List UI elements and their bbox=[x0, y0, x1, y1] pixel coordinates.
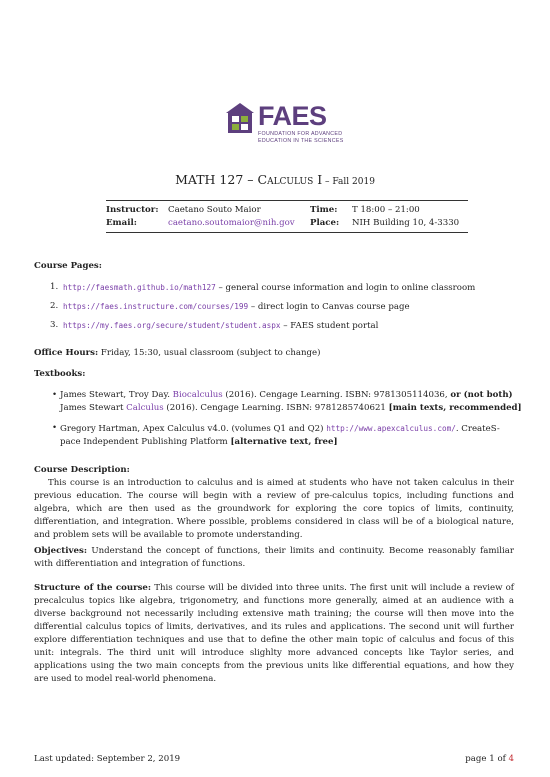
office-hours-label: Office Hours: bbox=[34, 348, 99, 358]
textbook-note: [alternative text, free] bbox=[230, 437, 338, 447]
bullet-icon: • bbox=[52, 423, 58, 433]
instructor-name: Caetano Souto Maior bbox=[168, 205, 261, 215]
course-term: – Fall 2019 bbox=[322, 177, 375, 187]
house-logo-icon bbox=[225, 102, 255, 134]
structure-label: Structure of the course: bbox=[34, 583, 152, 593]
course-info-table bbox=[106, 204, 468, 230]
info-bottom-rule bbox=[106, 232, 468, 233]
textbook-link[interactable]: Calculus bbox=[126, 403, 164, 413]
time-value: T 18:00 – 21:00 bbox=[352, 205, 420, 215]
info-top-rule bbox=[106, 200, 468, 201]
textbook-text: pace Independent Publishing Platform bbox=[60, 437, 231, 447]
description-heading bbox=[34, 464, 514, 477]
list-number: 1. bbox=[50, 282, 59, 292]
email-link[interactable]: caetano.soutomaior@nih.gov bbox=[168, 218, 295, 228]
page-number-text: page 1 of bbox=[465, 754, 509, 764]
office-hours bbox=[34, 347, 514, 360]
logo-tagline-1: FOUNDATION FOR ADVANCED bbox=[258, 131, 343, 137]
textbooks-heading-text: Textbooks: bbox=[34, 369, 86, 379]
course-page-desc: – FAES student portal bbox=[280, 321, 379, 331]
textbook-text: James Stewart bbox=[60, 403, 127, 413]
description-heading-text: Course Description: bbox=[34, 465, 130, 475]
list-number: 3. bbox=[50, 320, 59, 330]
structure-text: This course will be divided into three units. The first unit will include a review of precalculus topics like algebra, trigonometry, and functions more generally, aimed at an audience with a diverse background not necessarily including extensive math training; the course will then move into the differential calculus topics of limits, derivatives, and its rules and applications. The second unit will further explore differentiation techniques and use that to define the other main topic of calculus and focus of this unit: integrals. The third unit will introduce slighlty more advanced concepts like Taylor series, and applications using the two main concepts from the previous units like differential equations, and how they are used to model real-world phenomena. bbox=[34, 583, 514, 684]
page-number bbox=[465, 753, 514, 765]
textbook-text: Gregory Hartman, Apex Calculus v4.0. (volumes Q1 and Q2) bbox=[60, 424, 327, 434]
office-hours-text: Friday, 15:30, usual classroom (subject to change) bbox=[98, 348, 321, 358]
course-code: MATH 127 – bbox=[175, 172, 258, 187]
description-text: This course is an introduction to calculus and is aimed at students who have not taken calculus in their previous education. The course will begin with a review of pre-calculus topics, including functions and algebra, which are then used as the groundwork for exploring the core topics of limits, continuity, differentiation, and integration. Where possible, problems considered in class will be of a biological nature, and problem sets will be available to promote understanding. bbox=[34, 478, 514, 540]
course-name: Calculus I bbox=[257, 172, 323, 187]
page-total-link[interactable]: 4 bbox=[508, 754, 514, 764]
objectives-text: Understand the concept of functions, their limits and continuity. Become reasonably familiar with differentiation and integration of functions. bbox=[34, 546, 514, 569]
objectives-label: Objectives: bbox=[34, 546, 88, 556]
course-pages-heading bbox=[34, 260, 514, 273]
course-title bbox=[0, 172, 550, 190]
logo-tagline-2: EDUCATION IN THE SCIENCES bbox=[258, 138, 344, 144]
textbook-link[interactable]: http://www.apexcalculus.com/ bbox=[326, 424, 456, 433]
structure bbox=[34, 582, 514, 686]
email-label: Email: bbox=[106, 218, 137, 228]
course-page-desc: – general course information and login to online classroom bbox=[215, 283, 476, 293]
bullet-icon: • bbox=[52, 390, 58, 400]
course-pages-heading-text: Course Pages: bbox=[34, 261, 102, 271]
textbook-or: or (not both) bbox=[450, 390, 513, 400]
last-updated: Last updated: September 2, 2019 bbox=[34, 754, 181, 764]
list-item bbox=[52, 422, 514, 449]
course-page-link[interactable]: https://faes.instructure.com/courses/199 bbox=[63, 302, 249, 311]
textbooks-heading bbox=[34, 368, 514, 381]
textbook-text: James Stewart, Troy Day. bbox=[60, 390, 173, 400]
logo-wordmark: FAES bbox=[258, 101, 327, 131]
place-value: NIH Building 10, 4-3330 bbox=[352, 218, 460, 228]
textbook-text: (2016). Cengage Learning. ISBN: 9781285740621 bbox=[163, 403, 389, 413]
objectives bbox=[34, 545, 514, 571]
instructor-label: Instructor: bbox=[106, 205, 159, 215]
list-number: 2. bbox=[50, 301, 59, 311]
course-page-link[interactable]: http://faesmath.github.io/math127 bbox=[63, 283, 216, 292]
faes-logo bbox=[225, 98, 344, 158]
textbook-link[interactable]: Biocalculus bbox=[172, 390, 223, 400]
course-page-desc: – direct login to Canvas course page bbox=[248, 302, 410, 312]
list-item bbox=[52, 389, 522, 415]
page-footer bbox=[34, 753, 514, 765]
textbook-note: [main texts, recommended] bbox=[388, 403, 522, 413]
textbook-text: (2016). Cengage Learning. ISBN: 9781305114036, bbox=[222, 390, 451, 400]
course-page-link[interactable]: https://my.faes.org/secure/student/student.aspx bbox=[63, 321, 281, 330]
textbook-text: . CreateS- bbox=[455, 424, 500, 434]
place-label: Place: bbox=[310, 218, 340, 228]
time-label: Time: bbox=[310, 205, 338, 215]
